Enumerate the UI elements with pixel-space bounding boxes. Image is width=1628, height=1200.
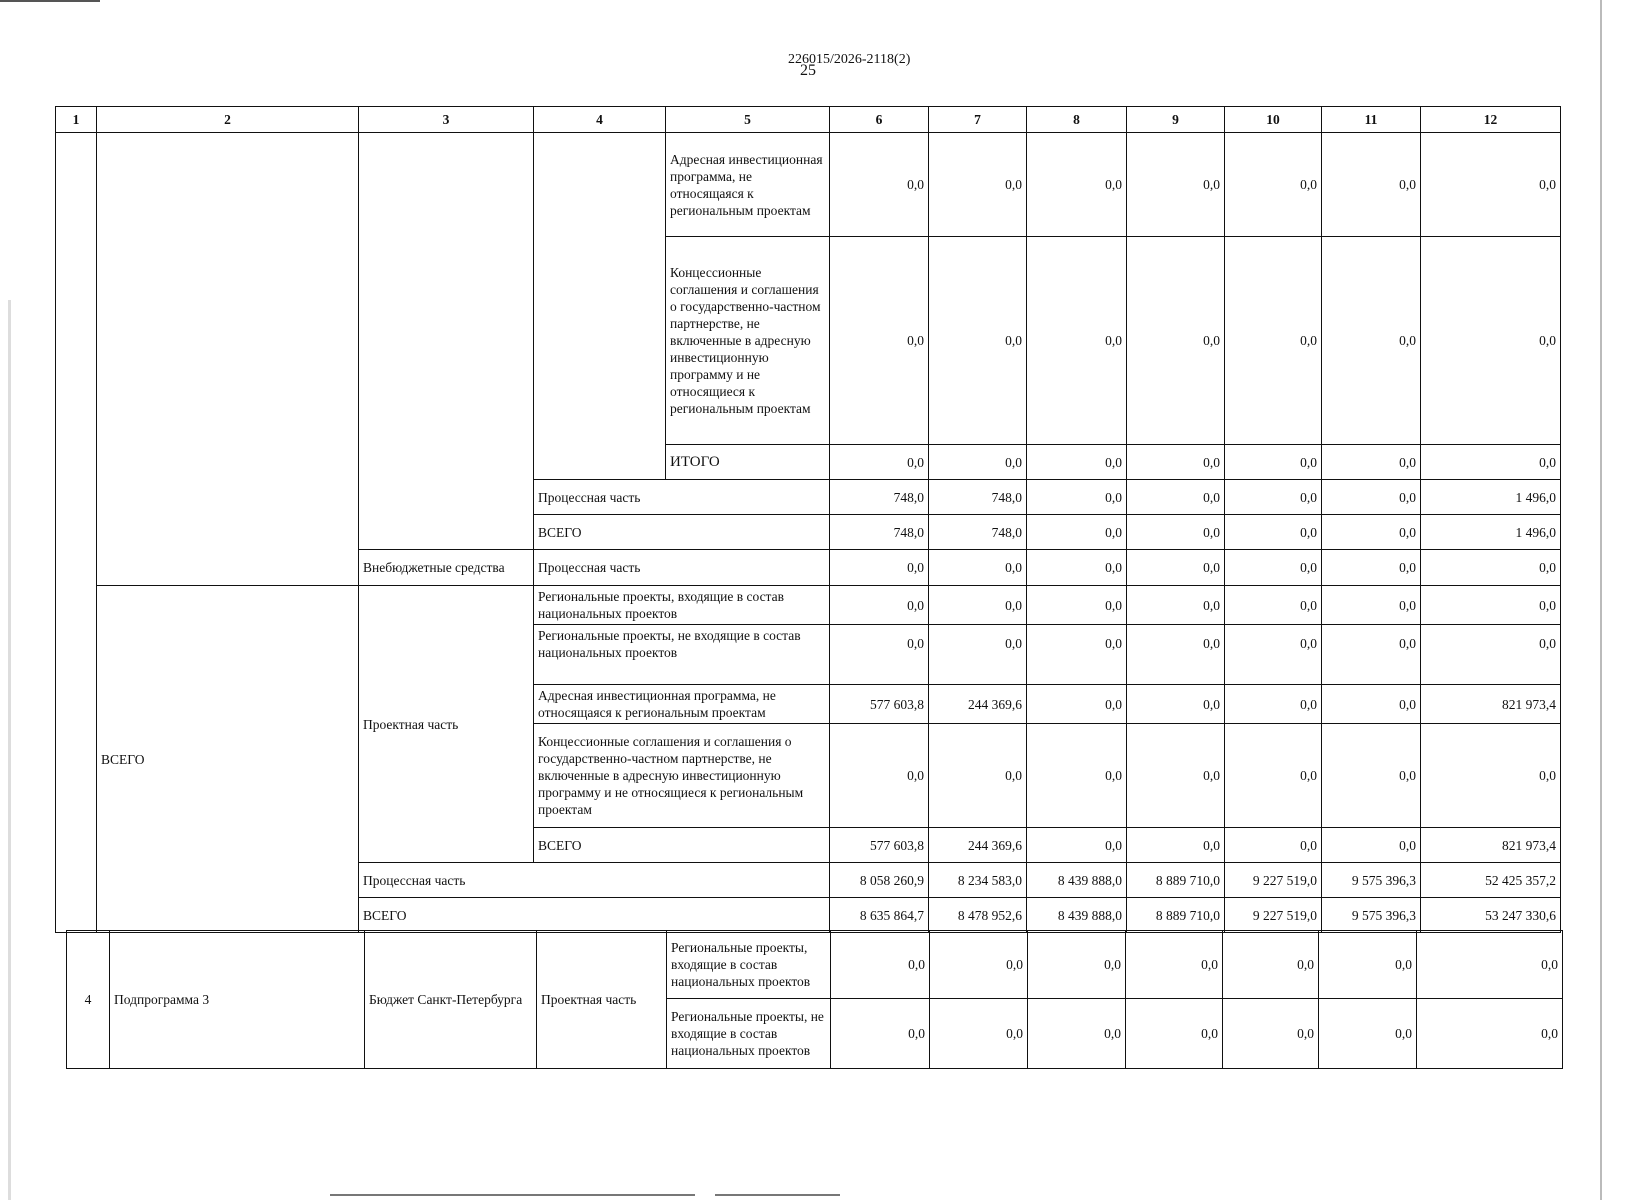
- value-cell: 0,0: [1225, 445, 1322, 480]
- funding-source: Бюджет Санкт-Петербурга: [365, 931, 537, 1069]
- value-cell: 0,0: [1322, 828, 1421, 863]
- value-cell: 9 575 396,3: [1322, 898, 1421, 933]
- value-cell: 1 496,0: [1421, 515, 1561, 550]
- value-cell: 0,0: [1225, 515, 1322, 550]
- value-cell: 0,0: [930, 931, 1028, 999]
- value-cell: 0,0: [1322, 625, 1421, 685]
- value-cell: 0,0: [1126, 931, 1223, 999]
- value-cell: 821 973,4: [1421, 828, 1561, 863]
- value-cell: 0,0: [929, 625, 1027, 685]
- row-label: ВСЕГО: [534, 828, 830, 863]
- scan-artifact-left: [8, 300, 11, 1200]
- value-cell: 748,0: [830, 515, 929, 550]
- value-cell: 0,0: [1421, 724, 1561, 828]
- value-cell: 0,0: [1127, 445, 1225, 480]
- value-cell: 0,0: [1127, 133, 1225, 237]
- row-label: Региональные проекты, входящие в состав национальных проектов: [534, 586, 830, 625]
- value-cell: 8 889 710,0: [1127, 898, 1225, 933]
- row-label: ИТОГО: [666, 445, 830, 480]
- document-number: 226015/2026-2118(2): [788, 52, 911, 67]
- value-cell: 0,0: [830, 133, 929, 237]
- value-cell: 52 425 357,2: [1421, 863, 1561, 898]
- value-cell: 0,0: [1322, 586, 1421, 625]
- value-cell: 8 234 583,0: [929, 863, 1027, 898]
- section-label: ВСЕГО: [97, 586, 359, 933]
- value-cell: 0,0: [1225, 828, 1322, 863]
- row-label: Региональные проекты, не входящие в состав национальных проектов: [667, 999, 831, 1069]
- row-label: Региональные проекты, не входящие в состав национальных проектов: [534, 625, 830, 685]
- value-cell: 0,0: [1223, 931, 1319, 999]
- value-cell: 0,0: [1319, 999, 1417, 1069]
- value-cell: 0,0: [830, 724, 929, 828]
- value-cell: 0,0: [1028, 931, 1126, 999]
- row-number: 4: [67, 931, 110, 1069]
- cell-empty: [97, 133, 359, 586]
- value-cell: 9 227 519,0: [1225, 898, 1322, 933]
- scan-artifact-bottom: [715, 1194, 840, 1196]
- value-cell: 0,0: [929, 237, 1027, 445]
- value-cell: 0,0: [1225, 237, 1322, 445]
- column-header: 2: [97, 107, 359, 133]
- value-cell: 0,0: [830, 237, 929, 445]
- value-cell: 0,0: [1027, 685, 1127, 724]
- value-cell: 1 496,0: [1421, 480, 1561, 515]
- value-cell: 0,0: [1225, 685, 1322, 724]
- value-cell: 0,0: [1421, 133, 1561, 237]
- cell-empty: [56, 133, 97, 933]
- value-cell: 0,0: [1322, 480, 1421, 515]
- subprogram-name: Подпрограмма 3: [110, 931, 365, 1069]
- value-cell: 8 635 864,7: [830, 898, 929, 933]
- value-cell: 0,0: [831, 999, 930, 1069]
- value-cell: 8 439 888,0: [1027, 863, 1127, 898]
- row-label: Процессная часть: [359, 863, 830, 898]
- value-cell: 577 603,8: [830, 685, 929, 724]
- row-label: ВСЕГО: [359, 898, 830, 933]
- value-cell: 8 889 710,0: [1127, 863, 1225, 898]
- value-cell: 0,0: [1421, 550, 1561, 586]
- value-cell: 0,0: [929, 445, 1027, 480]
- value-cell: 8 439 888,0: [1027, 898, 1127, 933]
- row-label: Процессная часть: [534, 550, 830, 586]
- value-cell: 0,0: [1127, 480, 1225, 515]
- value-cell: 0,0: [1322, 133, 1421, 237]
- value-cell: 244 369,6: [929, 685, 1027, 724]
- row-label: Региональные проекты, входящие в состав национальных проектов: [667, 931, 831, 999]
- value-cell: 9 575 396,3: [1322, 863, 1421, 898]
- column-header: 3: [359, 107, 534, 133]
- value-cell: 0,0: [1028, 999, 1126, 1069]
- column-header: 10: [1225, 107, 1322, 133]
- funding-source: Внебюджетные средства: [359, 550, 534, 586]
- value-cell: 0,0: [1126, 999, 1223, 1069]
- value-cell: 0,0: [1127, 828, 1225, 863]
- value-cell: 0,0: [1421, 625, 1561, 685]
- column-header: 7: [929, 107, 1027, 133]
- table-row: [67, 931, 1563, 999]
- row-label: Процессная часть: [534, 480, 830, 515]
- table-row: [56, 133, 1561, 237]
- value-cell: 0,0: [930, 999, 1028, 1069]
- value-cell: 0,0: [1225, 550, 1322, 586]
- value-cell: 0,0: [1027, 828, 1127, 863]
- scan-artifact-right: [1600, 0, 1602, 1200]
- value-cell: 0,0: [1127, 550, 1225, 586]
- value-cell: 821 973,4: [1421, 685, 1561, 724]
- column-header: 11: [1322, 107, 1421, 133]
- value-cell: 0,0: [1027, 625, 1127, 685]
- row-label: Адресная инвестиционная программа, не относящаяся к региональным проектам: [534, 685, 830, 724]
- column-header: 12: [1421, 107, 1561, 133]
- value-cell: 0,0: [830, 445, 929, 480]
- value-cell: 0,0: [1127, 586, 1225, 625]
- value-cell: 0,0: [1417, 999, 1563, 1069]
- value-cell: 0,0: [1127, 625, 1225, 685]
- value-cell: 0,0: [1421, 237, 1561, 445]
- value-cell: 0,0: [830, 625, 929, 685]
- table-row: [56, 586, 1561, 625]
- scan-artifact-top: [0, 0, 100, 2]
- value-cell: 0,0: [1127, 724, 1225, 828]
- column-header: 1: [56, 107, 97, 133]
- row-label: Концессионные соглашения и соглашения о государственно-частном партнерстве, не включенные в адресную инвестиционную программу и не относящиеся к региональным проектам: [666, 237, 830, 445]
- value-cell: 8 058 260,9: [830, 863, 929, 898]
- page-number: 25: [800, 62, 816, 79]
- value-cell: 0,0: [929, 133, 1027, 237]
- value-cell: 0,0: [1322, 550, 1421, 586]
- value-cell: 0,0: [1225, 480, 1322, 515]
- value-cell: 0,0: [1127, 237, 1225, 445]
- value-cell: 0,0: [831, 931, 930, 999]
- row-label: Адресная инвестиционная программа, не относящаяся к региональным проектам: [666, 133, 830, 237]
- budget-table-upper: [55, 106, 1561, 933]
- column-header: 9: [1127, 107, 1225, 133]
- value-cell: 0,0: [1223, 999, 1319, 1069]
- column-header: 5: [666, 107, 830, 133]
- row-label: Концессионные соглашения и соглашения о государственно-частном партнерстве, не включенные в адресную инвестиционную программу и не относящиеся к региональным проектам: [534, 724, 830, 828]
- value-cell: 0,0: [929, 550, 1027, 586]
- value-cell: 0,0: [1225, 586, 1322, 625]
- column-header: 6: [830, 107, 929, 133]
- budget-table-lower: [66, 930, 1563, 1069]
- value-cell: 748,0: [929, 515, 1027, 550]
- value-cell: 748,0: [830, 480, 929, 515]
- value-cell: 244 369,6: [929, 828, 1027, 863]
- value-cell: 0,0: [1027, 237, 1127, 445]
- header-row: [56, 107, 1561, 133]
- value-cell: 8 478 952,6: [929, 898, 1027, 933]
- value-cell: 0,0: [929, 586, 1027, 625]
- value-cell: 0,0: [1127, 685, 1225, 724]
- value-cell: 0,0: [1322, 237, 1421, 445]
- value-cell: 9 227 519,0: [1225, 863, 1322, 898]
- value-cell: 0,0: [1027, 515, 1127, 550]
- value-cell: 0,0: [1225, 625, 1322, 685]
- value-cell: 577 603,8: [830, 828, 929, 863]
- value-cell: 0,0: [1225, 133, 1322, 237]
- value-cell: 0,0: [1421, 586, 1561, 625]
- value-cell: 0,0: [1322, 685, 1421, 724]
- value-cell: 0,0: [1027, 724, 1127, 828]
- value-cell: 53 247 330,6: [1421, 898, 1561, 933]
- part-label: Проектная часть: [359, 586, 534, 863]
- value-cell: 0,0: [1322, 724, 1421, 828]
- cell-empty: [359, 133, 534, 550]
- column-header: 4: [534, 107, 666, 133]
- value-cell: 0,0: [929, 724, 1027, 828]
- value-cell: 0,0: [1127, 515, 1225, 550]
- row-label: ВСЕГО: [534, 515, 830, 550]
- value-cell: 0,0: [1027, 133, 1127, 237]
- value-cell: 748,0: [929, 480, 1027, 515]
- scan-artifact-bottom: [330, 1194, 695, 1196]
- value-cell: 0,0: [1027, 586, 1127, 625]
- value-cell: 0,0: [1319, 931, 1417, 999]
- value-cell: 0,0: [1417, 931, 1563, 999]
- cell-empty: [534, 133, 666, 480]
- column-header: 8: [1027, 107, 1127, 133]
- value-cell: 0,0: [1027, 480, 1127, 515]
- value-cell: 0,0: [1027, 550, 1127, 586]
- value-cell: 0,0: [1027, 445, 1127, 480]
- value-cell: 0,0: [830, 586, 929, 625]
- value-cell: 0,0: [830, 550, 929, 586]
- part-label: Проектная часть: [537, 931, 667, 1069]
- value-cell: 0,0: [1225, 724, 1322, 828]
- value-cell: 0,0: [1322, 445, 1421, 480]
- value-cell: 0,0: [1421, 445, 1561, 480]
- value-cell: 0,0: [1322, 515, 1421, 550]
